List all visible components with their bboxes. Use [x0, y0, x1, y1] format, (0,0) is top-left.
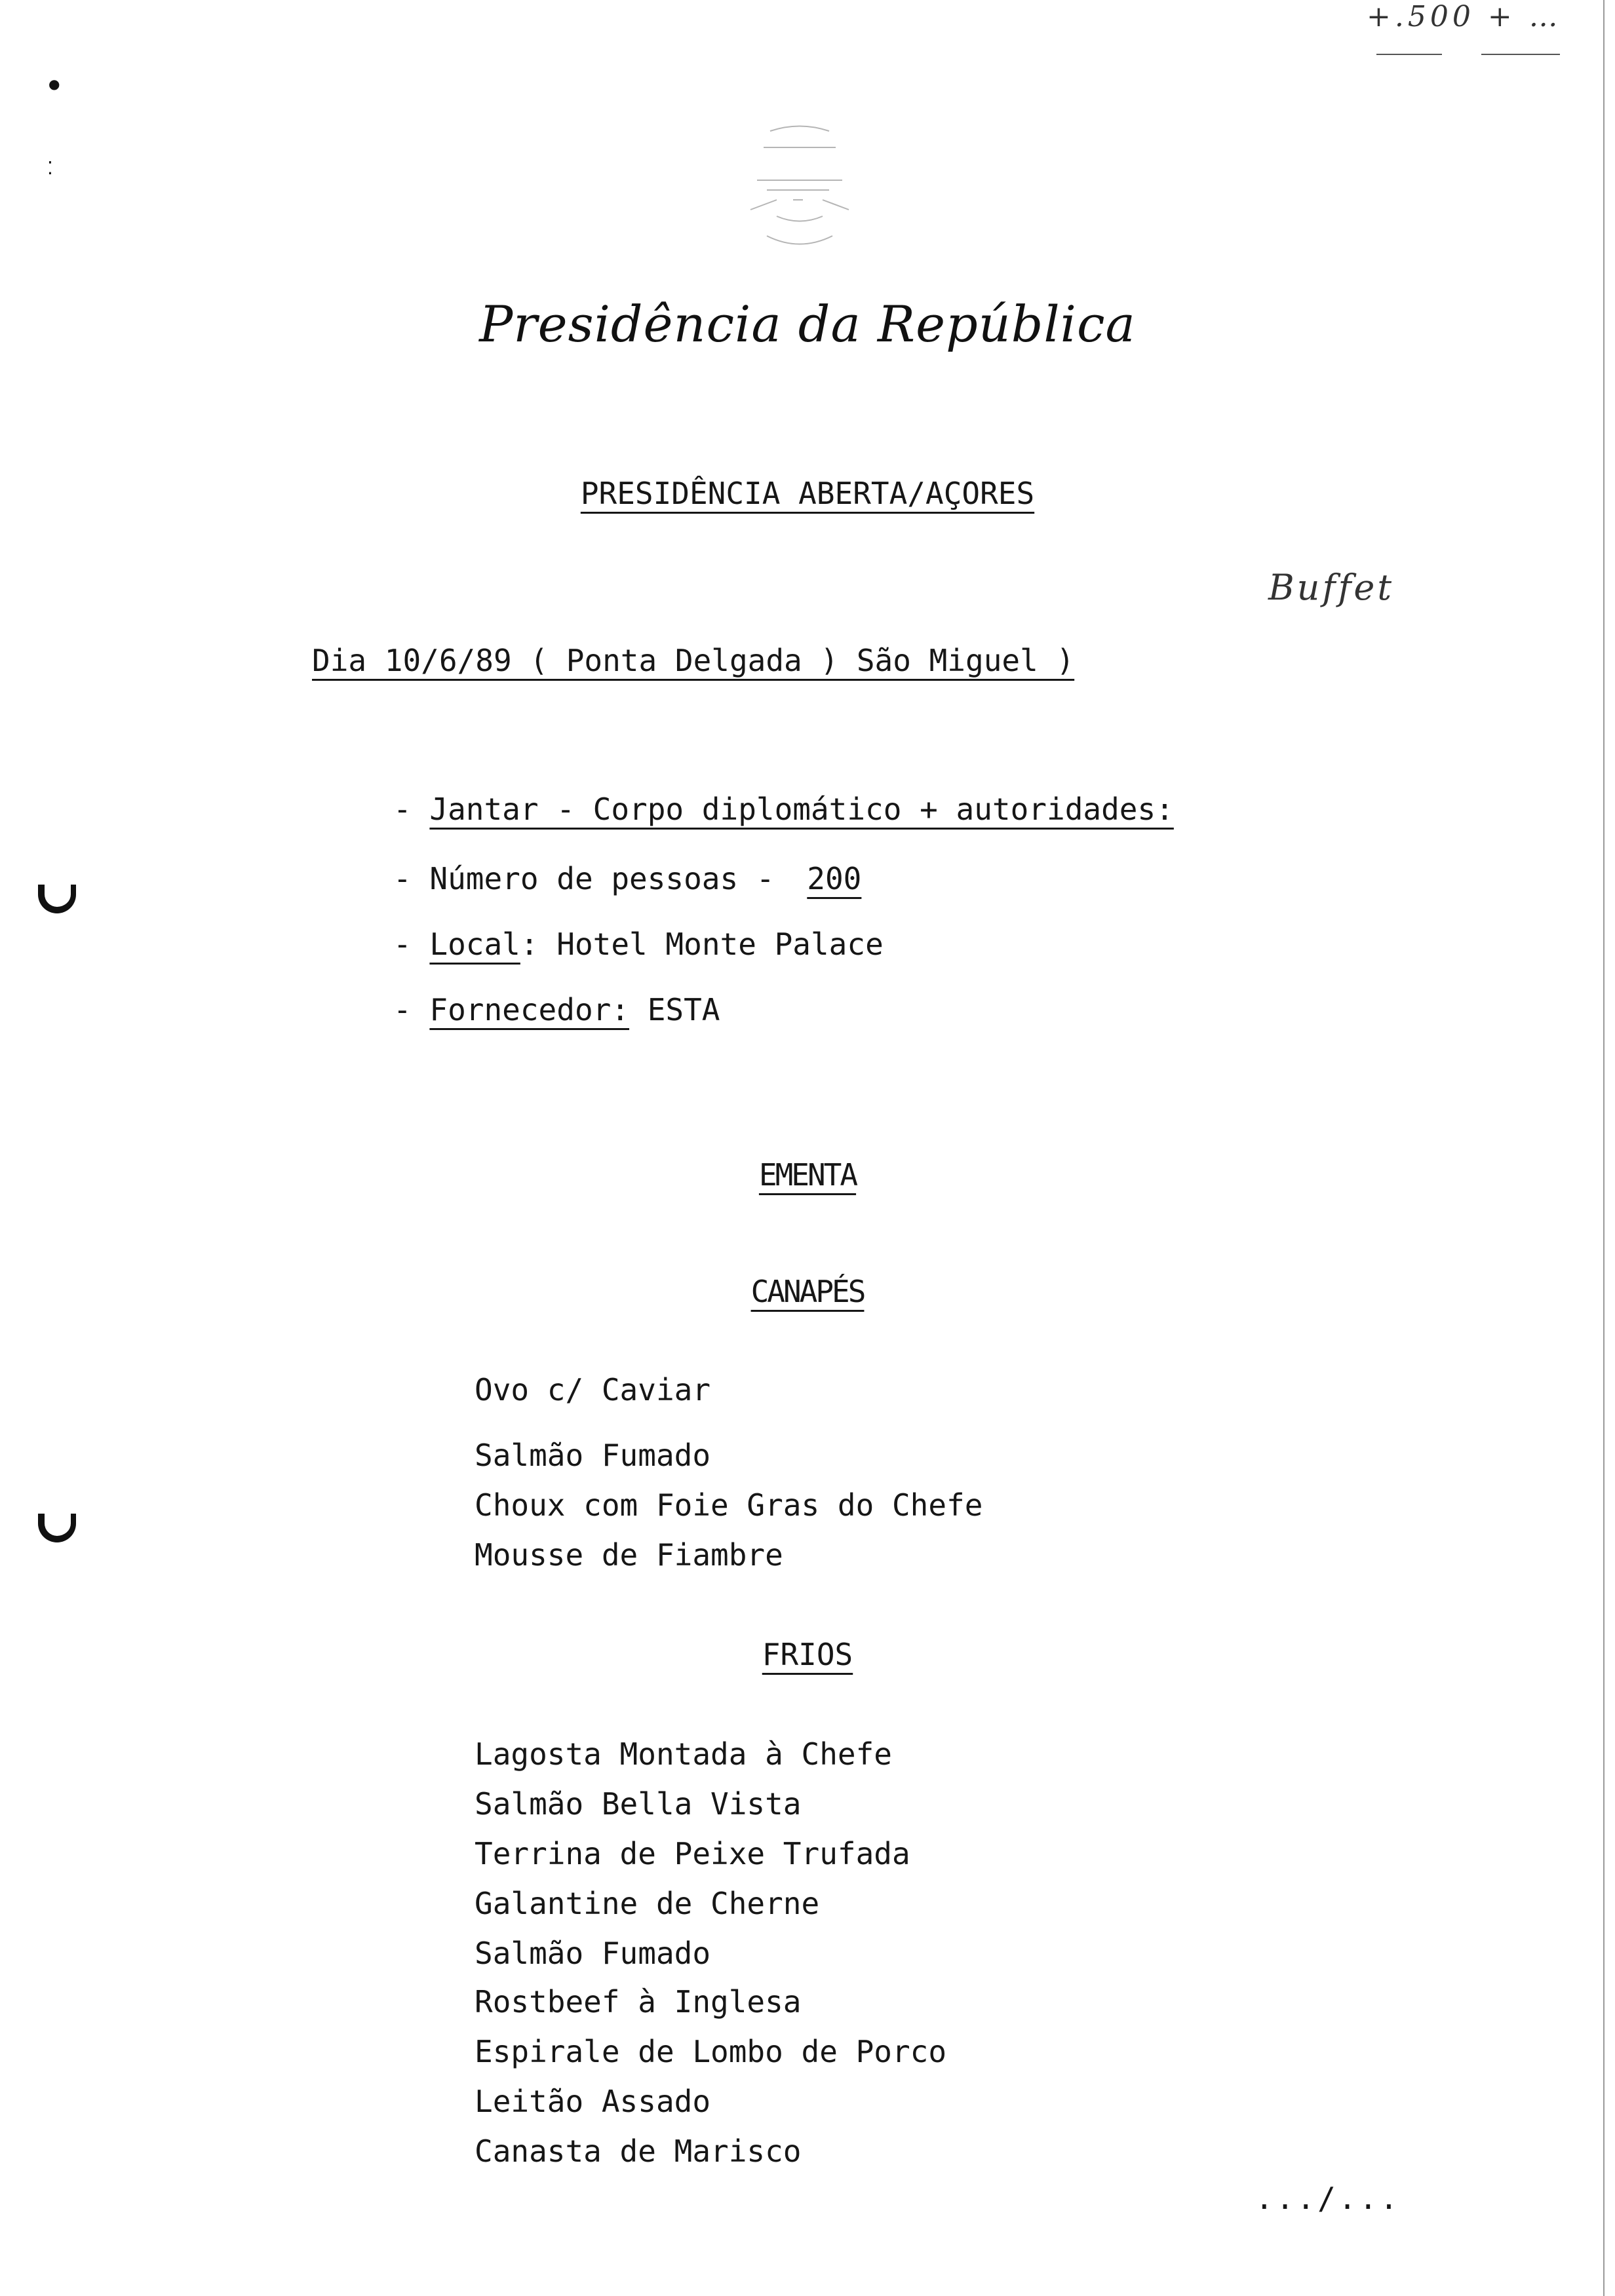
menu-item: Mousse de Fiambre — [475, 1537, 783, 1573]
menu-item: Lagosta Montada à Chefe — [475, 1736, 892, 1772]
binder-hook-mark — [38, 885, 76, 913]
event-bullet: - — [393, 792, 430, 827]
menu-item: Canasta de Marisco — [475, 2133, 802, 2169]
canapes-heading-text: CANAPÉS — [750, 1274, 865, 1309]
canapes-heading — [0, 1276, 1615, 1307]
document-title-text: PRESIDÊNCIA ABERTA/AÇORES — [580, 476, 1035, 511]
supplier-label: Fornecedor: — [429, 992, 630, 1027]
supplier-line — [393, 992, 720, 1027]
menu-item: Galantine de Cherne — [475, 1886, 820, 1921]
binder-hook-mark — [38, 1514, 76, 1542]
coat-of-arms-icon — [731, 118, 868, 262]
menu-item: Terrina de Peixe Trufada — [475, 1836, 910, 1871]
people-value: 200 — [807, 861, 862, 896]
local-line — [393, 927, 884, 962]
document-title — [0, 476, 1615, 511]
menu-item: Choux com Foie Gras do Chefe — [475, 1487, 983, 1523]
handwritten-note-top: +.500 + … — [1367, 0, 1562, 33]
margin-colon-mark: ⁚ — [47, 157, 53, 179]
date-line-text: Dia 10/6/89 ( Ponta Delgada ) São Miguel ) — [312, 643, 1075, 678]
event-text: Jantar - Corpo diplomático + autoridades: — [429, 792, 1174, 827]
local-label: Local — [429, 927, 520, 962]
menu-heading-text: EMENTA — [758, 1157, 857, 1193]
menu-item: Salmão Fumado — [475, 1438, 711, 1473]
local-bullet: - — [393, 927, 430, 962]
handwritten-note-buffet: Buffet — [1268, 567, 1395, 608]
menu-heading — [0, 1157, 1615, 1193]
menu-item: Salmão Bella Vista — [475, 1786, 802, 1822]
margin-dot: ● — [49, 76, 60, 92]
continuation-marker: .../... — [1255, 2181, 1401, 2216]
handwritten-underline — [1376, 54, 1442, 55]
handwritten-underline — [1481, 54, 1560, 55]
date-line — [312, 645, 1074, 676]
menu-item: Espirale de Lombo de Porco — [475, 2034, 947, 2069]
menu-item: Rostbeef à Inglesa — [475, 1984, 802, 2019]
supplier-value: ESTA — [629, 992, 720, 1027]
people-label: - Número de pessoas - — [393, 861, 775, 896]
letterhead-title: Presidência da República — [479, 295, 1136, 353]
menu-item: Ovo c/ Caviar — [475, 1372, 711, 1407]
frios-heading — [0, 1639, 1615, 1670]
people-line — [393, 861, 862, 896]
frios-heading-text: FRIOS — [762, 1637, 853, 1672]
supplier-bullet: - — [393, 992, 430, 1027]
menu-item: Salmão Fumado — [475, 1936, 711, 1971]
local-value: : Hotel Monte Palace — [520, 927, 884, 962]
event-line — [393, 792, 1174, 827]
menu-item: Leitão Assado — [475, 2084, 711, 2119]
